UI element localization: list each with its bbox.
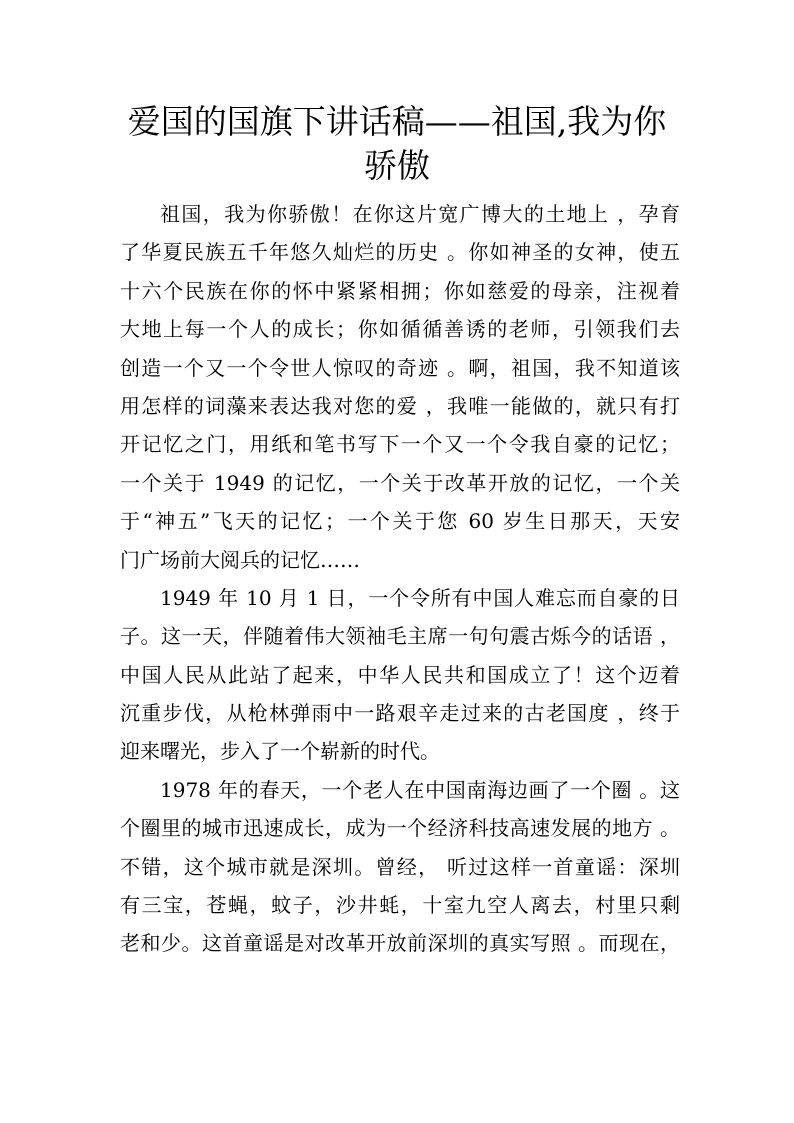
paragraph-line: 用怎样的词藻来表达我对您的爱 ，我唯一能做的，就只有打: [120, 393, 680, 418]
paragraph-line: 了华夏民族五千年悠久灿烂的历史 。你如神圣的女神，使五: [120, 240, 680, 265]
paragraph-line: 于“神五”飞天的记忆；一个关于您 60 岁生日那天，天安: [120, 509, 680, 534]
paragraph-line: 沉重步伐，从枪林弹雨中一路艰辛走过来的古老国度 ，终于: [120, 701, 680, 726]
paragraph-line: 迎来曙光，步入了一个崭新的时代。: [120, 739, 440, 764]
paragraph-line: 门广场前大阅兵的记忆……: [120, 547, 360, 572]
paragraph-line: 祖国，我为你骄傲！在你这片宽广博大的土地上 ，孕育: [160, 202, 680, 226]
paragraph-2: [120, 579, 680, 771]
paragraph-line: 创造一个又一个令世人惊叹的奇迹 。啊，祖国，我不知道该: [120, 355, 680, 380]
paragraph-line: 老和少。这首童谣是对改革开放前深圳的真实写照 。而现在，: [120, 931, 680, 956]
document-body: [120, 195, 680, 963]
paragraph-line: 有三宝，苍蝇，蚊子，沙井蚝，十室九空人离去，村里只剩: [120, 893, 680, 918]
title-line-1: 爱国的国旗下讲话稿——祖国,我为你: [127, 102, 667, 141]
paragraph-3: [120, 771, 680, 963]
paragraph-line: 中国人民从此站了起来，中华人民共和国成立了！这个迈着: [120, 662, 680, 687]
paragraph-line: 一个关于 1949 的记忆，一个关于改革开放的记忆，一个关: [120, 470, 680, 495]
paragraph-line: 不错，这个城市就是深圳。曾经， 听过这样一首童谣：深圳: [120, 854, 680, 879]
title-line-2: 骄傲: [364, 146, 430, 185]
paragraph-line: 个圈里的城市迅速成长，成为一个经济科技高速发展的地方 。: [120, 816, 680, 841]
paragraph-line: 子。这一天，伴随着伟大领袖毛主席一句句震古烁今的话语 ，: [120, 624, 680, 649]
paragraph-line: 十六个民族在你的怀中紧紧相拥；你如慈爱的母亲，注视着: [120, 278, 680, 303]
paragraph-1: [120, 195, 680, 579]
paragraph-line: 大地上每一个人的成长；你如循循善诱的老师，引领我们去: [120, 317, 680, 342]
document-title: [100, 100, 694, 188]
paragraph-line: 1949 年 10 月 1 日，一个令所有中国人难忘而自豪的日: [160, 585, 680, 610]
paragraph-line: 开记忆之门，用纸和笔书写下一个又一个令我自豪的记忆；: [120, 432, 680, 457]
paragraph-line: 1978 年的春天，一个老人在中国南海边画了一个圈 。这: [160, 777, 680, 802]
